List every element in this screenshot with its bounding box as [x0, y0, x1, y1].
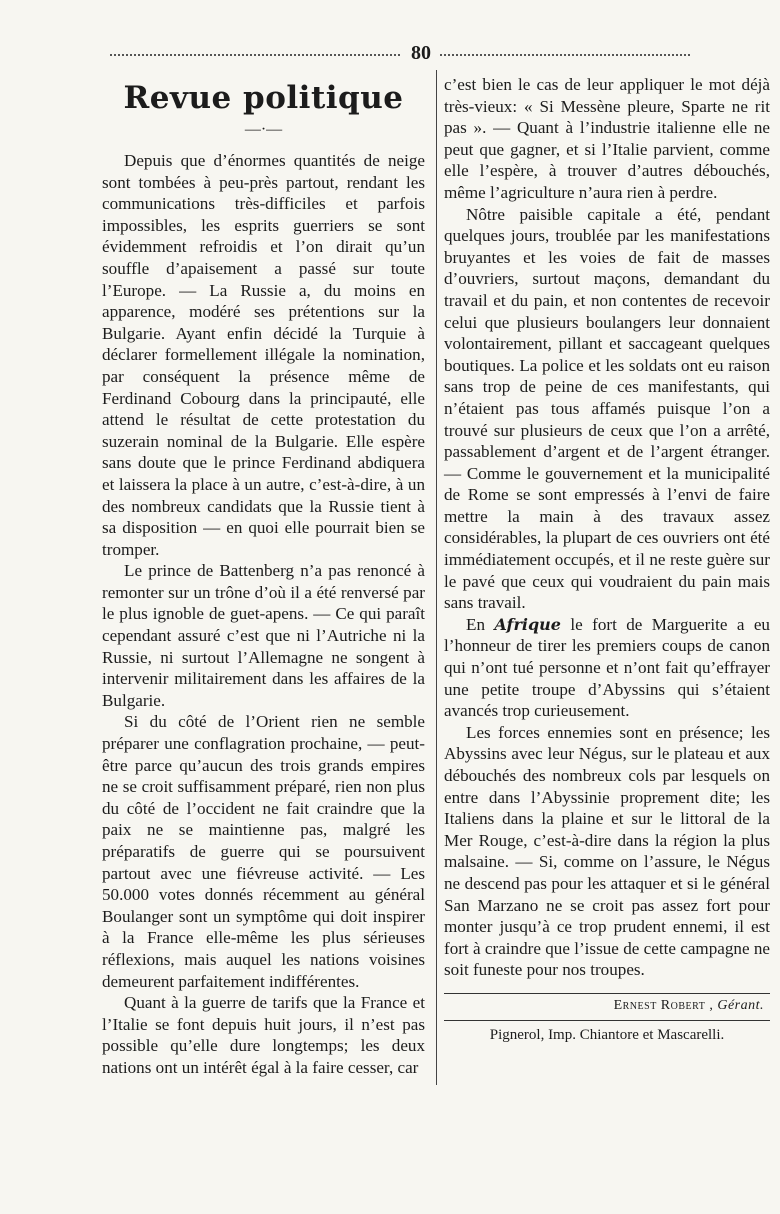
paragraph-rest: le fort de Marguerite a eu l’honneur de tirer les premiers coups de canon qui n’ont tué personne et n’ont fait qu’effrayer une petite troupe d’Abyssins qui s’étaient avancés trop curieusement. — [444, 614, 770, 721]
signature-name: Ernest Robert , — [613, 997, 714, 1013]
page-header — [110, 42, 690, 66]
paragraph: Depuis que d’énormes quantités de neige sont tombées à peu-près partout, rendant les communications très-difficiles et parfois impossibles, les esprits guerriers se sont évidemment refroidis et l’on dirait qu’un souffle d’apaisement a passé sur toute l’Europe. — La Russie a, du moins en apparence, modéré ses prétentions sur la Bulgarie. Ayant enfin décidé la Turquie à déclarer formellement illégale la nomination, par conséquent la présence même de Ferdinand Cobourg dans la principauté, elle attend le résultat de cette protestation du suzerain nominal de la Bulgarie. Elle espère sans doute que le prince Ferdinand abdiquera et laissera la place à un autre, c’est-à-dire, à un des nombreux candidats que la Russie tient à sa disposition — en quoi elle pourrait bien se tromper. — [102, 151, 425, 559]
signature-rule — [444, 993, 770, 994]
page-number: 80 — [411, 42, 431, 64]
paragraph: Quant à la guerre de tarifs que la France et l’Italie se font depuis huit jours, il n’est pas possible qu’elle dure longtemps; les deux nations ont un intérêt égal à la faire cesser, car — [102, 993, 425, 1077]
imprint-rule — [444, 1020, 770, 1021]
signature — [444, 998, 764, 1014]
column-divider — [436, 70, 437, 1085]
header-rule-left — [110, 54, 400, 56]
imprint: Pignerol, Imp. Chiantore et Mascarelli. — [489, 1026, 725, 1043]
paragraph-lead: En — [466, 614, 485, 634]
left-column — [102, 74, 425, 1079]
signature-role: Gérant. — [717, 997, 764, 1013]
paragraph: Le prince de Battenberg n’a pas renoncé à remonter sur un trône d’où il a été renversé par le plus ignoble de guet-apens. — Ce qui paraît cependant assuré c’est que ni l’Autriche ni la Russie, ni surtout l’Allemagne ne songent à intervenir militairement dans les affaires de la Bulgarie. — [102, 561, 425, 710]
paragraph: Les forces ennemies sont en présence; les Abyssins avec leur Négus, sur le plateau et aux débouchés des nombreux cols par lesquels on entre dans l’Abyssinie proprement dite; les Italiens dans la plaine et sur le littoral de la Mer Rouge, c’est-à-dire dans la région la plus malsaine. — Si, comme on l’assure, le Négus ne descend pas pour les attaquer et si le général San Marzano ne se croit pas assez fort pour monter jusqu’à ce trop prudent ennemi, il est fort à craindre que l’issue de cette campagne ne soit funeste pour nos troupes. — [444, 722, 770, 980]
paragraph: Nôtre paisible capitale a été, pendant quelques jours, troublée par les manifestations bruyantes et les voies de fait de masses d’ouvriers, surtout maçons, demandant du travail et du pain, et non contentes de recevoir celui que plusieurs boulangers leur donnaient volontairement, pillant et saccageant quelques boutiques. La police et les soldats ont eu raison sans trop de peine de ces manifestants, qui n’étaient pas tous affamés puisque l’on a trouvé sur plusieurs de ceux que l’on a arrêté, passablement d’argent et de l’argent étranger. — Comme le gouvernement et la municipalité de Rome se sont empressés à l’envi de faire mettre la main à des travaux assez considérables, la plupart de ces ouvriers ont été immédiatement occupés, et il ne reste guère sur le pavé que ceux qui voudraient du pain mais sans travail. — [444, 204, 770, 613]
emphasis-afrique: Afrique — [494, 614, 561, 634]
paragraph-africa — [444, 614, 770, 722]
paragraph-continued: c’est bien le cas de leur appliquer le mot déjà très-vieux: « Si Messène pleure, Sparte ne rit pas ». — Quant à l’industrie italienne elle ne peut que gagner, et si l’Italie parvient, comme elle l’espère, à trouver d’autres débouchés, même l’agriculture n’aura rien à perdre. — [444, 75, 770, 202]
title-separator: —·— — [244, 121, 283, 138]
paragraph: Si du côté de l’Orient rien ne semble préparer une conflagration prochaine, — peut-être parce qu’aucun des trois grands empires ne se croit suffisamment préparé, rien non plus du côté de l’occident ne fait craindre que la paix ne se maintienne pas, malgré les préparatifs de guerre qui se poursuivent partout avec une fiévreuse activité. — Les 50.000 votes donnés récemment au général Boulanger sont un symptôme qui doit inspirer à la France elle-même les plus sérieuses réflexions, mais auquel les nations voisines demeurent parfaitement indifférentes. — [102, 712, 425, 991]
article-title: Revue politique — [123, 80, 404, 116]
header-rule-right — [440, 54, 690, 56]
right-column — [444, 74, 770, 1044]
